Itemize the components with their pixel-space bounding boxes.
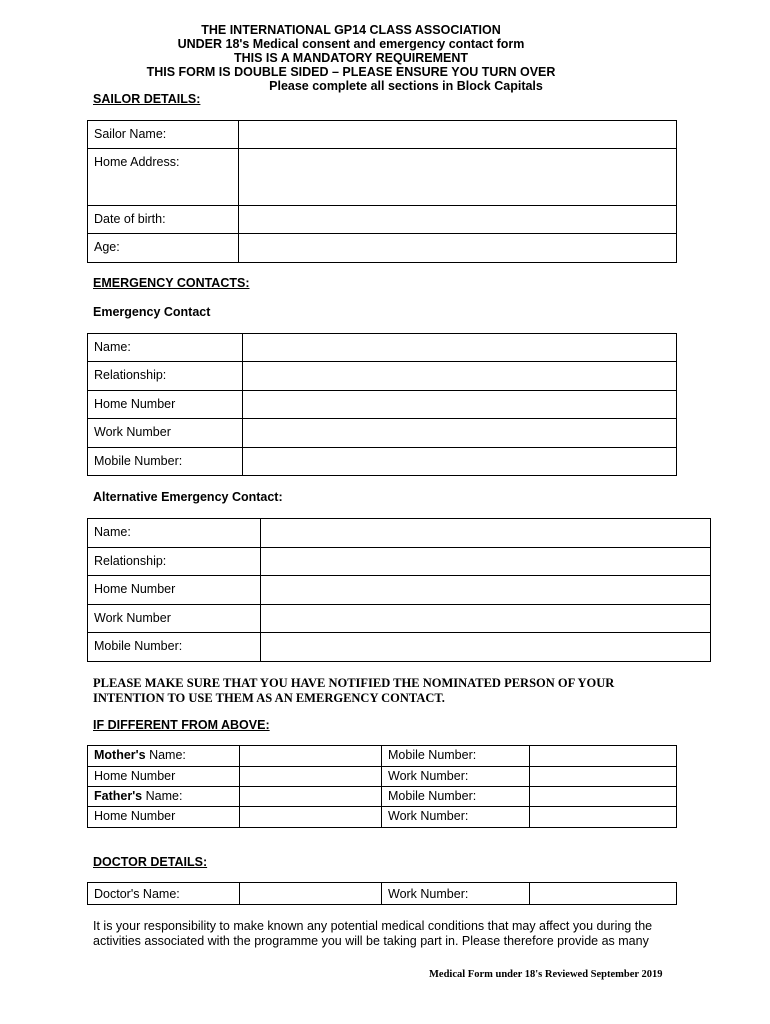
doctor-name-field[interactable] xyxy=(240,883,382,905)
father-work-label: Work Number: xyxy=(382,807,530,828)
alt-name-label: Name: xyxy=(88,519,261,548)
sailor-details-heading: SAILOR DETAILS: xyxy=(93,92,201,106)
alternative-contact-table xyxy=(87,518,711,662)
father-mobile-field[interactable] xyxy=(530,787,677,807)
doctor-name-label: Doctor's Name: xyxy=(88,883,240,905)
sailor-details-table xyxy=(87,120,677,263)
header-line-5: Please complete all sections in Block Capitals xyxy=(269,79,543,93)
age-label: Age: xyxy=(88,234,239,263)
doctor-table xyxy=(87,882,677,905)
header-line-2: UNDER 18's Medical consent and emergency contact form xyxy=(177,37,525,51)
home-address-field[interactable] xyxy=(239,149,677,206)
responsibility-line-2: activities associated with the programme you will be taking part in. Please therefore provide as many xyxy=(93,934,649,948)
alternative-contact-title: Alternative Emergency Contact: xyxy=(93,490,283,504)
mother-name-label xyxy=(88,746,240,767)
notice-line-2: INTENTION TO USE THEM AS AN EMERGENCY CONTACT. xyxy=(93,691,445,705)
responsibility-line-1: It is your responsibility to make known any potential medical conditions that may affect you during the xyxy=(93,919,653,933)
header-line-3: THIS IS A MANDATORY REQUIREMENT xyxy=(233,51,469,65)
alt-home-number-label: Home Number xyxy=(88,576,261,605)
alt-relationship-label: Relationship: xyxy=(88,548,261,576)
ec-relationship-label: Relationship: xyxy=(88,362,243,391)
ec-relationship-field[interactable] xyxy=(243,362,677,391)
emergency-contact-title: Emergency Contact xyxy=(93,305,211,319)
footer-review-note: Medical Form under 18's Reviewed September 2019 xyxy=(429,969,663,980)
ec-name-label: Name: xyxy=(88,334,243,362)
ec-work-number-field[interactable] xyxy=(243,419,677,448)
alt-relationship-field[interactable] xyxy=(261,548,711,576)
doctor-work-label: Work Number: xyxy=(382,883,530,905)
mother-home-number-field[interactable] xyxy=(240,767,382,787)
notice-line-1: PLEASE MAKE SURE THAT YOU HAVE NOTIFIED THE NOMINATED PERSON OF YOUR xyxy=(93,676,615,690)
mother-mobile-field[interactable] xyxy=(530,746,677,767)
emergency-contacts-heading: EMERGENCY CONTACTS: xyxy=(93,276,250,290)
father-label-bold: Father's xyxy=(94,789,143,803)
header-line-4: THIS FORM IS DOUBLE SIDED – PLEASE ENSURE YOU TURN OVER xyxy=(146,65,556,79)
ec-mobile-number-label: Mobile Number: xyxy=(88,448,243,476)
alt-mobile-number-label: Mobile Number: xyxy=(88,633,261,662)
alt-home-number-field[interactable] xyxy=(261,576,711,605)
doctor-details-heading: DOCTOR DETAILS: xyxy=(93,855,208,869)
sailor-name-label: Sailor Name: xyxy=(88,121,239,149)
ec-mobile-number-field[interactable] xyxy=(243,448,677,476)
father-home-number-field[interactable] xyxy=(240,807,382,828)
mother-mobile-label: Mobile Number: xyxy=(382,746,530,767)
parents-table xyxy=(87,745,677,828)
mother-work-field[interactable] xyxy=(530,767,677,787)
alt-mobile-number-field[interactable] xyxy=(261,633,711,662)
father-work-field[interactable] xyxy=(530,807,677,828)
father-label-rest: Name: xyxy=(142,789,183,803)
if-different-heading: IF DIFFERENT FROM ABOVE: xyxy=(93,718,270,732)
alt-work-number-label: Work Number xyxy=(88,605,261,633)
emergency-contact-table xyxy=(87,333,677,476)
father-mobile-label: Mobile Number: xyxy=(382,787,530,807)
mother-label-bold: Mother's xyxy=(94,748,146,762)
father-home-number-label: Home Number xyxy=(88,807,240,828)
age-field[interactable] xyxy=(239,234,677,263)
mother-name-field[interactable] xyxy=(240,746,382,767)
date-of-birth-label: Date of birth: xyxy=(88,206,239,234)
mother-work-label: Work Number: xyxy=(382,767,530,787)
father-name-field[interactable] xyxy=(240,787,382,807)
mother-home-number-label: Home Number xyxy=(88,767,240,787)
doctor-work-field[interactable] xyxy=(530,883,677,905)
sailor-name-field[interactable] xyxy=(239,121,677,149)
alt-work-number-field[interactable] xyxy=(261,605,711,633)
father-name-label xyxy=(88,787,240,807)
ec-home-number-field[interactable] xyxy=(243,391,677,419)
ec-home-number-label: Home Number xyxy=(88,391,243,419)
header-line-1: THE INTERNATIONAL GP14 CLASS ASSOCIATION xyxy=(201,23,501,37)
date-of-birth-field[interactable] xyxy=(239,206,677,234)
mother-label-rest: Name: xyxy=(145,748,186,762)
alt-name-field[interactable] xyxy=(261,519,711,548)
ec-work-number-label: Work Number xyxy=(88,419,243,448)
home-address-label: Home Address: xyxy=(88,149,239,206)
ec-name-field[interactable] xyxy=(243,334,677,362)
